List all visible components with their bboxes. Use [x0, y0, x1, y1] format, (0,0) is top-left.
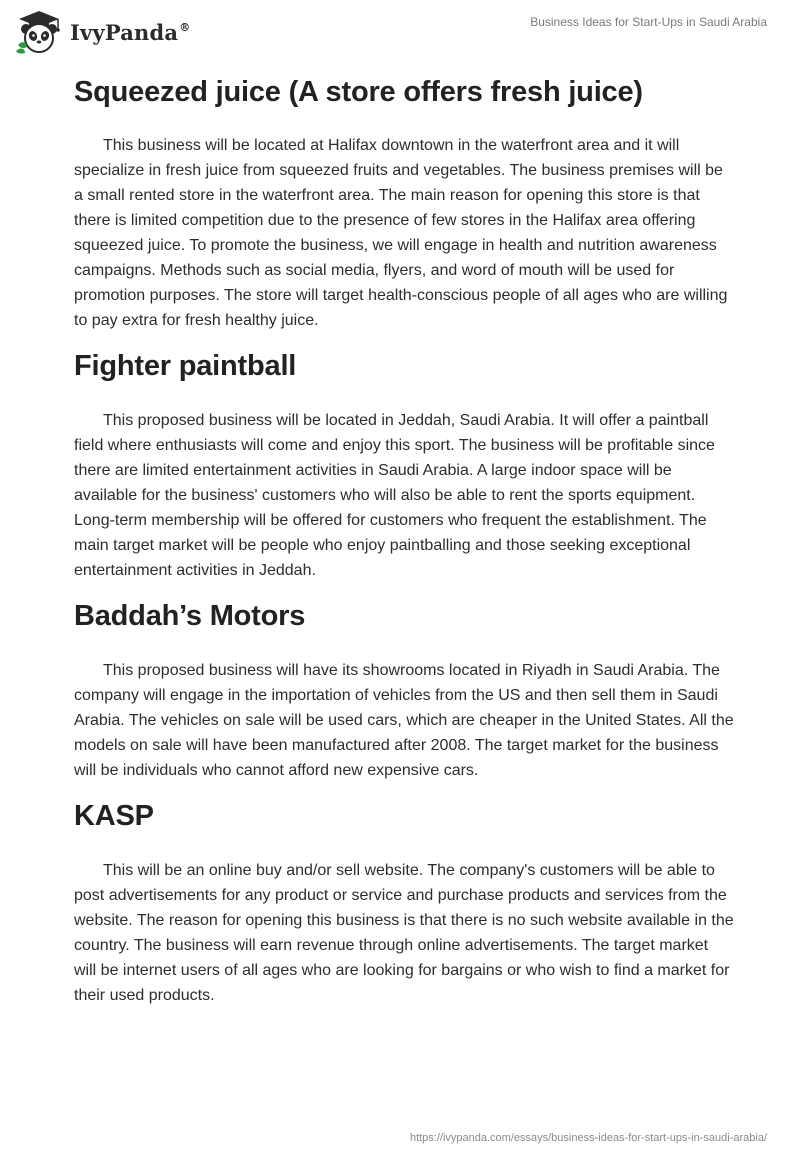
section-heading: Squeezed juice (A store offers fresh juice): [74, 76, 643, 108]
section-paragraph: This proposed business will have its showrooms located in Riyadh in Saudi Arabia. The company will engage in the importation of vehicles from the US and then sell them in Saudi Arabia. The vehicles on sale will be used cars, which are cheaper in the United States. All the models on sale will have been manufactured after 2008. The target market for the business will be individuals who cannot afford new expensive cars.: [74, 662, 734, 779]
ivypanda-logo[interactable]: [14, 9, 190, 55]
section-heading: Baddah’s Motors: [74, 600, 306, 632]
panda-graduate-icon: [14, 9, 64, 55]
section-squeezed-juice: [74, 72, 734, 333]
section-paragraph: This will be an online buy and/or sell website. The company's customers will be able to post advertisements for any product or service and purchase products and services from the website. The reason for opening this business is that there is no such website available in the country. The business will earn revenue through online advertisements. The target market will be internet users of all ages who are looking for bargains or who wish to find a market for their used products.: [74, 862, 734, 1004]
section-baddahs-motors: [74, 596, 734, 783]
page-header: [0, 0, 800, 64]
section-heading: KASP: [74, 800, 154, 832]
source-url-link[interactable]: https://ivypanda.com/essays/business-ideas-for-start-ups-in-saudi-arabia/: [409, 1132, 767, 1144]
section-paragraph: This business will be located at Halifax downtown in the waterfront area and it will specialize in fresh juice from squeezed fruits and vegetables. The business premises will be a small rented store in the waterfront area. The main reason for opening this store is that there is limited competition due to the presence of few stores in the Halifax area offering squeezed juice. To promote the business, we will engage in health and nutrition awareness campaigns. Methods such as social media, flyers, and word of mouth will be used for promotion purposes. The store will target health-conscious people of all ages who are willing to pay extra for fresh healthy juice.: [74, 137, 728, 329]
document-title: Business Ideas for Start-Ups in Saudi Arabia: [530, 15, 767, 29]
section-kasp: [74, 796, 734, 1008]
section-paragraph: This proposed business will be located in Jeddah, Saudi Arabia. It will offer a paintball field where enthusiasts will come and enjoy this sport. The business will be profitable since there are limited entertainment activities in Saudi Arabia. A large indoor space will be available for the business' customers who will also be able to rent the sports equipment. Long-term membership will be offered for customers who frequent the establishment. The main target market will be people who enjoy paintballing and those seeking exceptional entertainment activities in Jeddah.: [74, 412, 715, 579]
section-fighter-paintball: [74, 346, 734, 583]
essay-content: [74, 72, 734, 1008]
logo-wordmark: IvyPanda®: [70, 19, 191, 45]
section-heading: Fighter paintball: [74, 350, 297, 382]
